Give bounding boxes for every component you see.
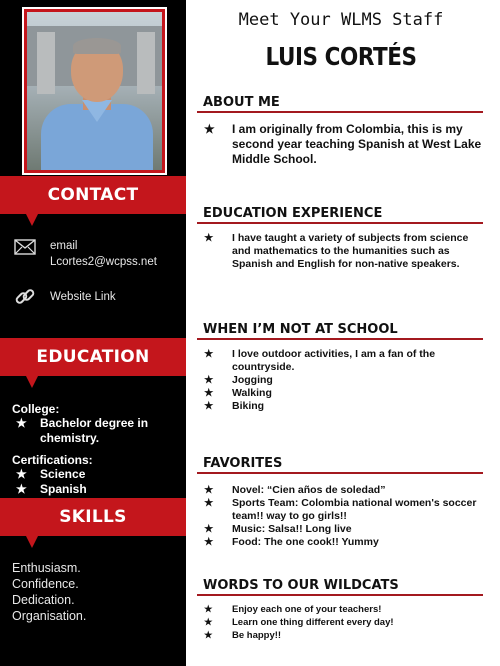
star-icon: ★	[204, 523, 214, 535]
education-experience-text: I have taught a variety of subjects from science and mathematics to the humanities such as Spanish and English for non-native speakers.	[232, 232, 469, 270]
email-label: email	[50, 240, 78, 252]
college-block	[12, 402, 148, 446]
star-icon: ★	[204, 348, 214, 360]
profile-photo	[22, 7, 167, 175]
page-subtitle: Meet Your WLMS Staff	[238, 10, 444, 30]
education-banner	[0, 338, 186, 376]
divider	[197, 222, 483, 224]
about-text: I am originally from Colombia, this is my second year teaching Spanish at West Lake Middle School.	[232, 122, 482, 166]
list-item: ★ Be happy!!	[204, 630, 282, 641]
email-contact[interactable]	[14, 238, 157, 270]
contact-heading: CONTACT	[47, 185, 139, 205]
about-heading: ABOUT ME	[203, 95, 280, 110]
words-list	[204, 603, 484, 642]
about-list	[204, 122, 484, 167]
email-address[interactable]: Lcortes2@wcpss.net	[50, 256, 157, 268]
skills-list	[12, 560, 86, 624]
star-icon: ★	[16, 416, 27, 430]
sidebar	[0, 0, 186, 666]
star-icon: ★	[204, 374, 214, 386]
star-icon: ★	[204, 232, 214, 244]
star-icon: ★	[204, 630, 213, 641]
list-item: ★ Food: The one cook!! Yummy	[204, 536, 379, 548]
favorites-list	[204, 484, 484, 549]
list-item	[12, 467, 93, 482]
star-icon: ★	[204, 497, 214, 509]
certification-spanish: Spanish	[40, 482, 87, 496]
divider	[197, 111, 483, 113]
college-label: College:	[12, 402, 60, 416]
skills-banner	[0, 498, 186, 536]
skill-item: Organisation.	[12, 609, 87, 623]
envelope-icon	[14, 238, 36, 256]
words-heading: WORDS TO OUR WILDCATS	[203, 578, 399, 593]
skill-item: Enthusiasm.	[12, 561, 81, 575]
list-item: ★ Music: Salsa!! Long live	[204, 523, 352, 535]
list-item: ★ Novel: “Cien años de soledad”	[204, 484, 386, 496]
page-title: LUIS CORTÉS	[265, 42, 417, 71]
list-item: ★ Enjoy each one of your teachers!	[204, 604, 382, 615]
contact-banner	[0, 176, 186, 214]
star-icon: ★	[204, 536, 214, 548]
certifications-block	[12, 453, 93, 497]
website-link[interactable]	[14, 288, 116, 306]
divider	[197, 338, 483, 340]
star-icon: ★	[204, 604, 213, 615]
star-icon: ★	[204, 617, 213, 628]
star-icon: ★	[16, 482, 27, 496]
education-heading: EDUCATION	[36, 347, 150, 367]
college-degree	[12, 416, 148, 446]
skills-heading: SKILLS	[59, 507, 127, 527]
star-icon: ★	[204, 400, 214, 412]
star-icon: ★	[204, 122, 215, 136]
not-at-school-heading: WHEN I’M NOT AT SCHOOL	[203, 322, 398, 337]
education-experience-list	[204, 232, 484, 271]
star-icon: ★	[16, 467, 27, 481]
list-item	[204, 122, 484, 167]
list-item	[204, 232, 484, 271]
star-icon: ★	[204, 387, 214, 399]
list-item: ★ Sports Team: Colombia national women's soccer team!! way to go girls!!	[204, 497, 477, 522]
star-icon: ★	[204, 484, 214, 496]
skill-item: Dedication.	[12, 593, 75, 607]
list-item: ★ Learn one thing different every day!	[204, 617, 394, 628]
college-degree-line-1: Bachelor degree in	[40, 416, 149, 430]
divider	[197, 472, 483, 474]
certification-science: Science	[40, 467, 86, 481]
college-degree-line-2: chemistry.	[40, 431, 100, 445]
favorites-heading: FAVORITES	[203, 456, 283, 471]
link-icon	[14, 288, 36, 306]
divider	[197, 594, 483, 596]
list-item: ★ Biking	[204, 400, 265, 412]
skill-item: Confidence.	[12, 577, 79, 591]
list-item: ★ Walking	[204, 387, 272, 399]
list-item: ★ Jogging	[204, 374, 273, 386]
certifications-label: Certifications:	[12, 453, 93, 467]
list-item: ★ I love outdoor activities, I am a fan of the countryside.	[204, 348, 436, 373]
website-link-label[interactable]: Website Link	[50, 291, 116, 303]
education-experience-heading: EDUCATION EXPERIENCE	[203, 206, 383, 221]
not-at-school-list	[204, 348, 484, 413]
list-item	[12, 482, 93, 497]
